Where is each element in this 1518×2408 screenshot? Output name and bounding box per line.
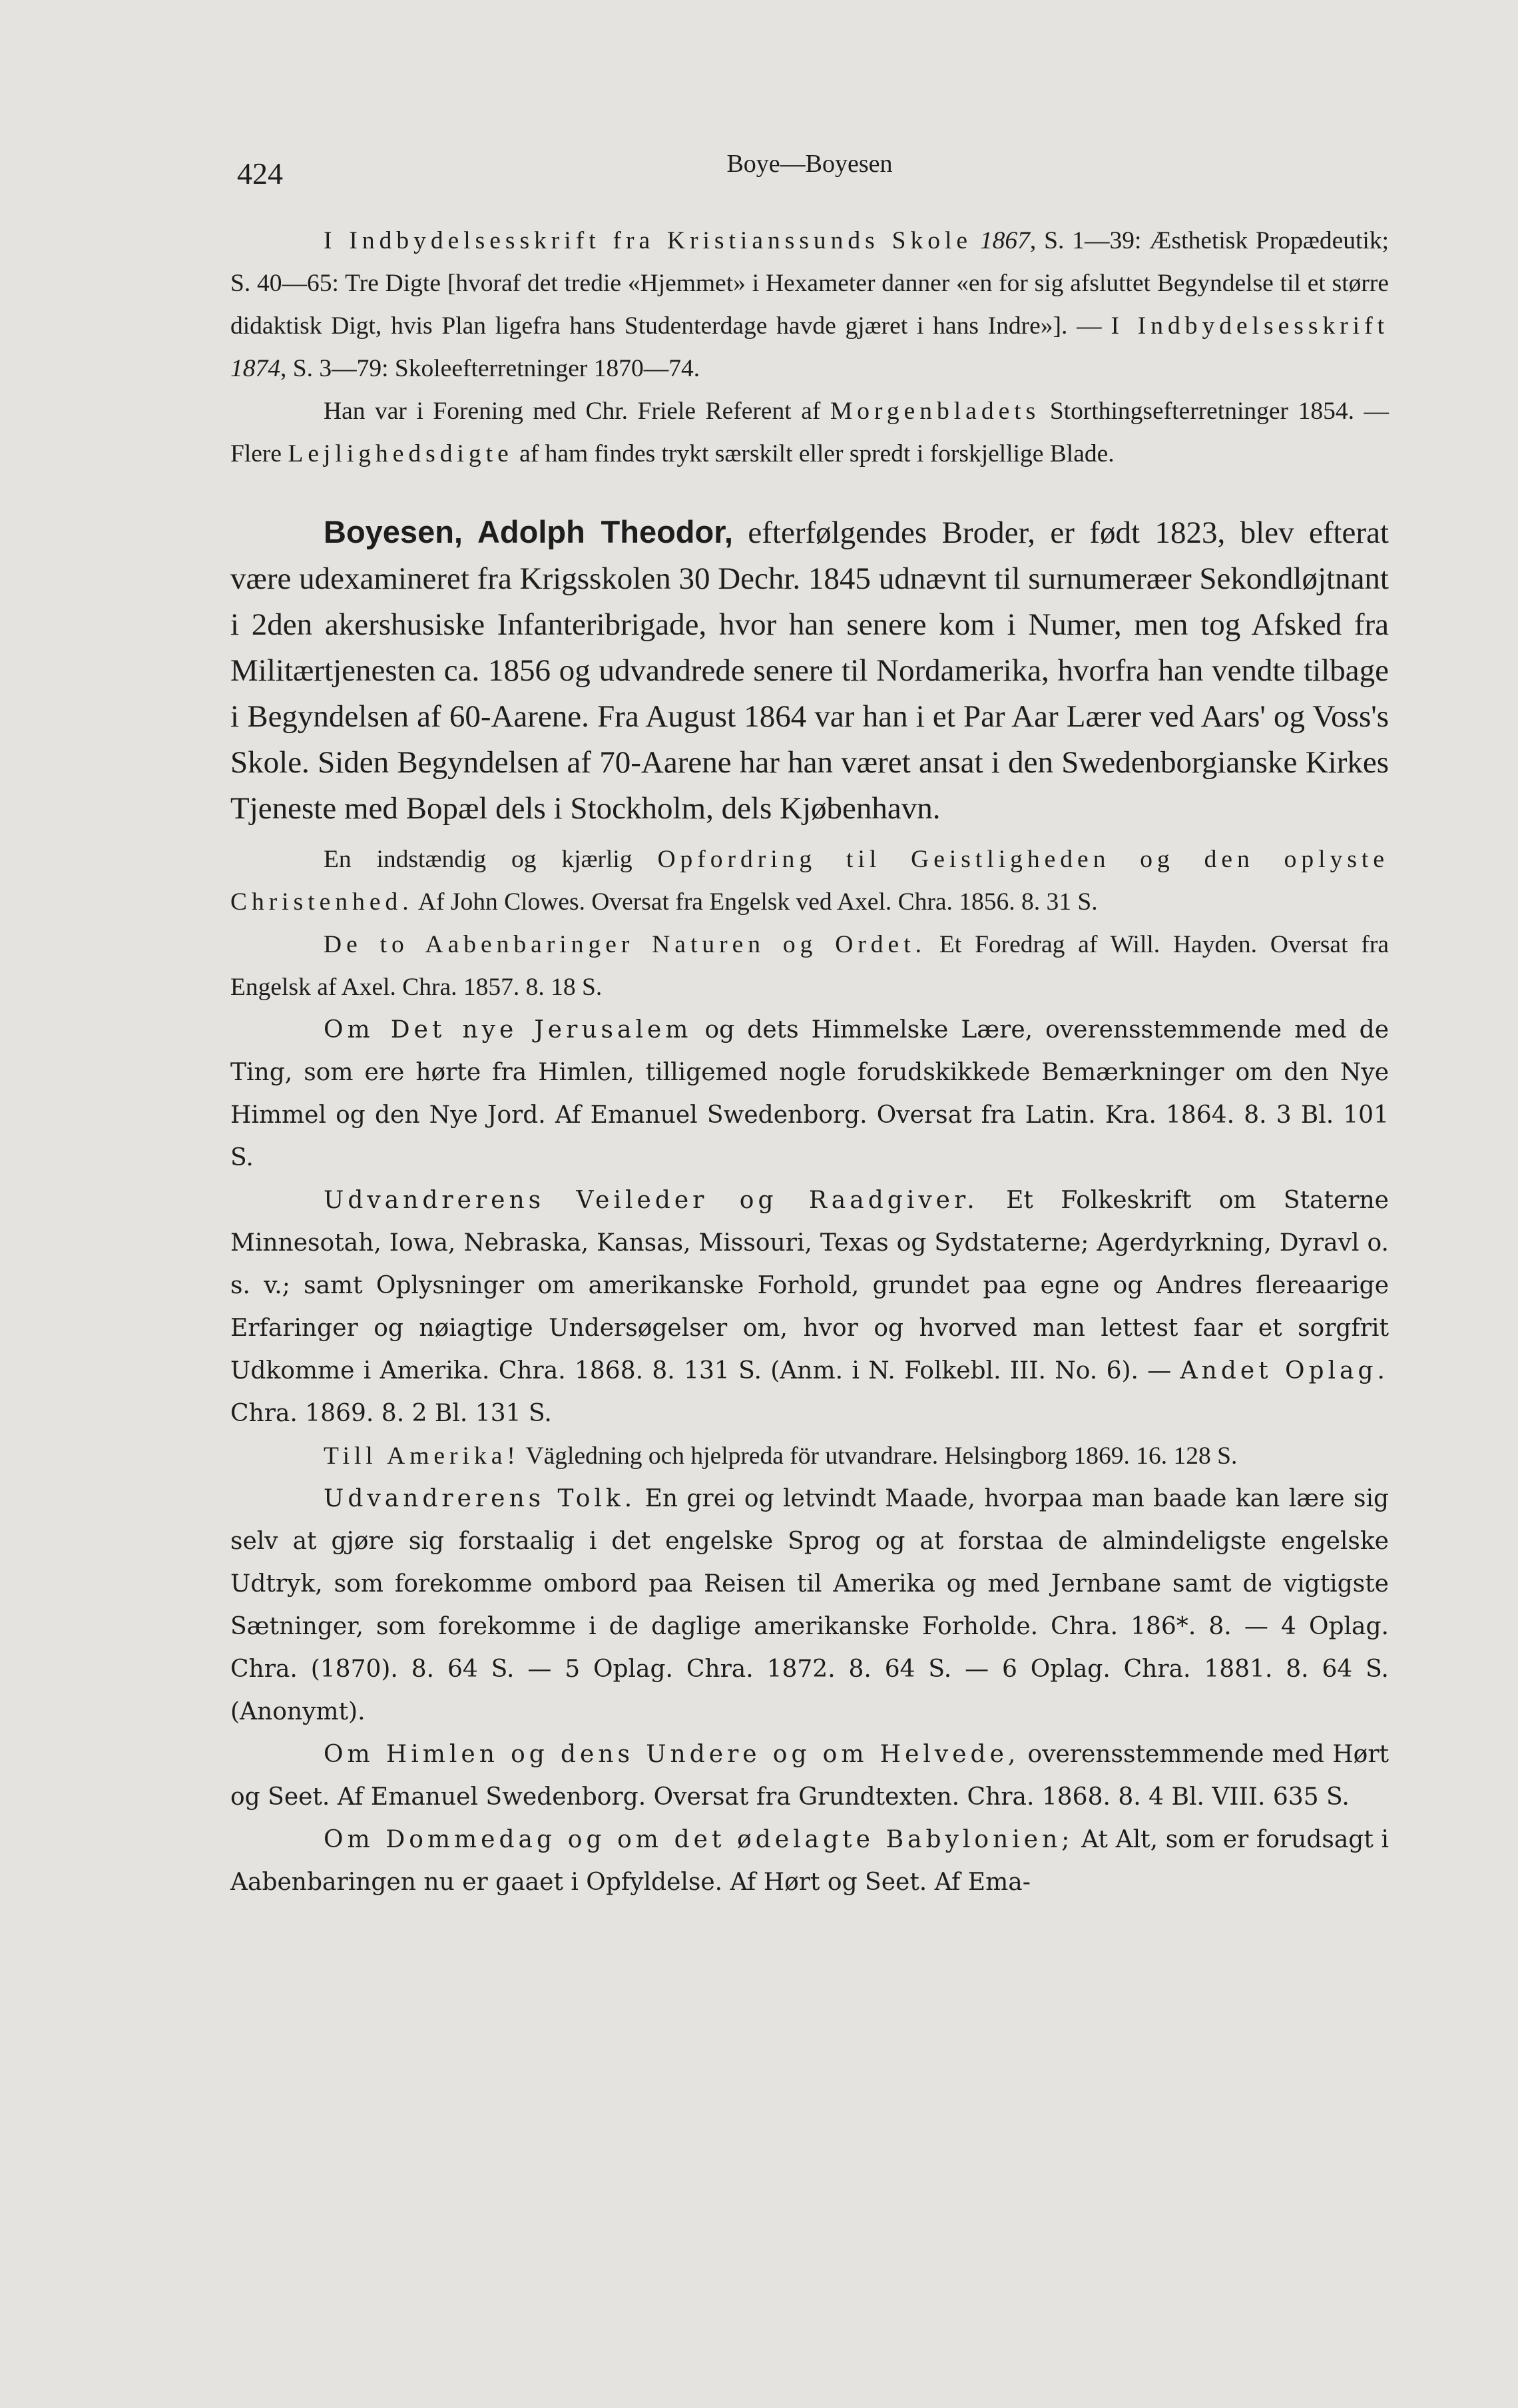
work-item: Udvandrerens Veileder og Raadgiver. Et Folkeskrift om Staterne Minnesotah, Iowa, Nebraska, Kansas, Missouri, Texas og Sydstaterne; Agerdyrkning, Dyravl o. s. v.; samt Oplysninger om amerikanske Forhold, grundet paa egne og Andres flereaarige Erfaringer og nøiagtige Undersøgelser om, hvor og hvorved man lettest faar et sorgfrit Udkomme i Amerika. Chra. 1868. 8. 131 S. (Anm. i N. Folkebl. III. No. 6). — Andet Oplag. Chra. 1869. 8. 2 Bl. 131 S. (230, 1187, 1389, 1427)
work-item: Om Himlen og dens Undere og om Helvede, overensstemmende med Hørt og Seet. Af Emanuel Swedenborg. Oversat fra Grundtexten. Chra. 1868. 8. 4 Bl. VIII. 635 S. (230, 1741, 1389, 1811)
work-title: Udvandrerens Veileder og Raadgiver. (324, 1187, 979, 1214)
running-title: Boye—Boyesen (726, 150, 893, 178)
work-title: Opfordring til Geistligheden og den oplyste Christenhed. (230, 846, 1389, 916)
entry-biography: efterfølgendes Broder, er født 1823, blev efterat være udexamineret fra Krigsskolen 30 Dechr. 1845 udnævnt til surnumeræer Sekondløjtnant i 2den akershusiske Infanteribrigade, hvor han senere kom i Numer, men tog Afsked fra Militærtjenesten ca. 1856 og udvandrede senere til Nordamerika, hvorfra han vendte tilbage i Begyndelsen af 60-Aarene. Fra August 1864 var han i et Par Aar Lærer ved Aars' og Voss's Skole. Siden Begyndelsen af 70-Aarene har han været ansat i den Swedenborgianske Kirkes Tjeneste med Bopæl dels i Stockholm, dels Kjøbenhavn. (230, 515, 1389, 826)
page-header (230, 147, 1389, 200)
text-column (230, 147, 1389, 1904)
prev-entry-paragraph-1: I Indbydelsesskrift fra Kristianssunds Skole 1867, S. 1—39: Æsthetisk Propædeutik; S. 40—65: Tre Digte [hvoraf det tredie «Hjemmet» i Hexameter danner «en for sig afsluttet Begyndelse til et større didaktisk Digt, hvis Plan ligefra hans Studenterdage havde gjæret i hans Indre»]. — I Indbydelsesskrift 1874, S. 3—79: Skoleefterretninger 1870—74. (230, 227, 1390, 382)
work-item: Om Dommedag og om det ødelagte Babylonien; At Alt, som er forudsagt i Aabenbaringen nu er gaaet i Opfyldelse. Af Hørt og Seet. Af Ema- (230, 1826, 1389, 1896)
page-number: 424 (237, 156, 283, 190)
main-entry (230, 509, 1389, 832)
work-title: Om Dommedag og om det ødelagte Babylonien; (324, 1826, 1074, 1853)
work-item: De to Aabenbaringer Naturen og Ordet. Et Foredrag af Will. Hayden. Oversat fra Engelsk af Axel. Chra. 1857. 8. 18 S. (230, 931, 1389, 1001)
work-title: De to Aabenbaringer Naturen og Ordet. (324, 931, 926, 958)
work-title: Om Det nye Jerusalem (324, 1016, 692, 1044)
prev-entry-paragraph-2: Han var i Forening med Chr. Friele Referent af Morgenbladets Storthingsefterretninger 1854. — Flere Lejlighedsdigte af ham findes trykt særskilt eller spredt i forskjellige Blade. (230, 398, 1390, 467)
entry-name: Boyesen, Adolph Theodor, (324, 514, 733, 549)
work-item: En indstændig og kjærlig Opfordring til Geistligheden og den oplyste Christenhed. Af John Clowes. Oversat fra Engelsk ved Axel. Chra. 1856. 8. 31 S. (230, 846, 1389, 916)
work-title: Om Himlen og dens Undere og om Helvede, (324, 1741, 1020, 1768)
work-item: Till Amerika! Vägledning och hjelpreda för utvandrare. Helsingborg 1869. 16. 128 S. (324, 1442, 1238, 1470)
work-title: Udvandrerens Tolk. (324, 1485, 636, 1512)
work-title: Till Amerika! (324, 1442, 520, 1470)
work-item: Udvandrerens Tolk. En grei og letvindt Maade, hvorpaa man baade kan lære sig selv at gjøre sig forstaalig i det engelske Sprog og at forstaa de almindeligste engelske Udtryk, som forekomme ombord paa Reisen til Amerika og med Jernbane samt de vigtigste Sætninger, som forekomme i de daglige amerikanske Forholde. Chra. 186*. 8. — 4 Oplag. Chra. (1870). 8. 64 S. — 5 Oplag. Chra. 1872. 8. 64 S. — 6 Oplag. Chra. 1881. 8. 64 S. (Anonymt). (230, 1485, 1390, 1725)
work-item: Om Det nye Jerusalem og dets Himmelske Lære, overensstemmende med de Ting, som ere hørte fra Himlen, tilligemed nogle forudskikkede Bemærkninger om den Nye Himmel og den Nye Jord. Af Emanuel Swedenborg. Oversat fra Latin. Kra. 1864. 8. 3 Bl. 101 S. (230, 1016, 1390, 1171)
